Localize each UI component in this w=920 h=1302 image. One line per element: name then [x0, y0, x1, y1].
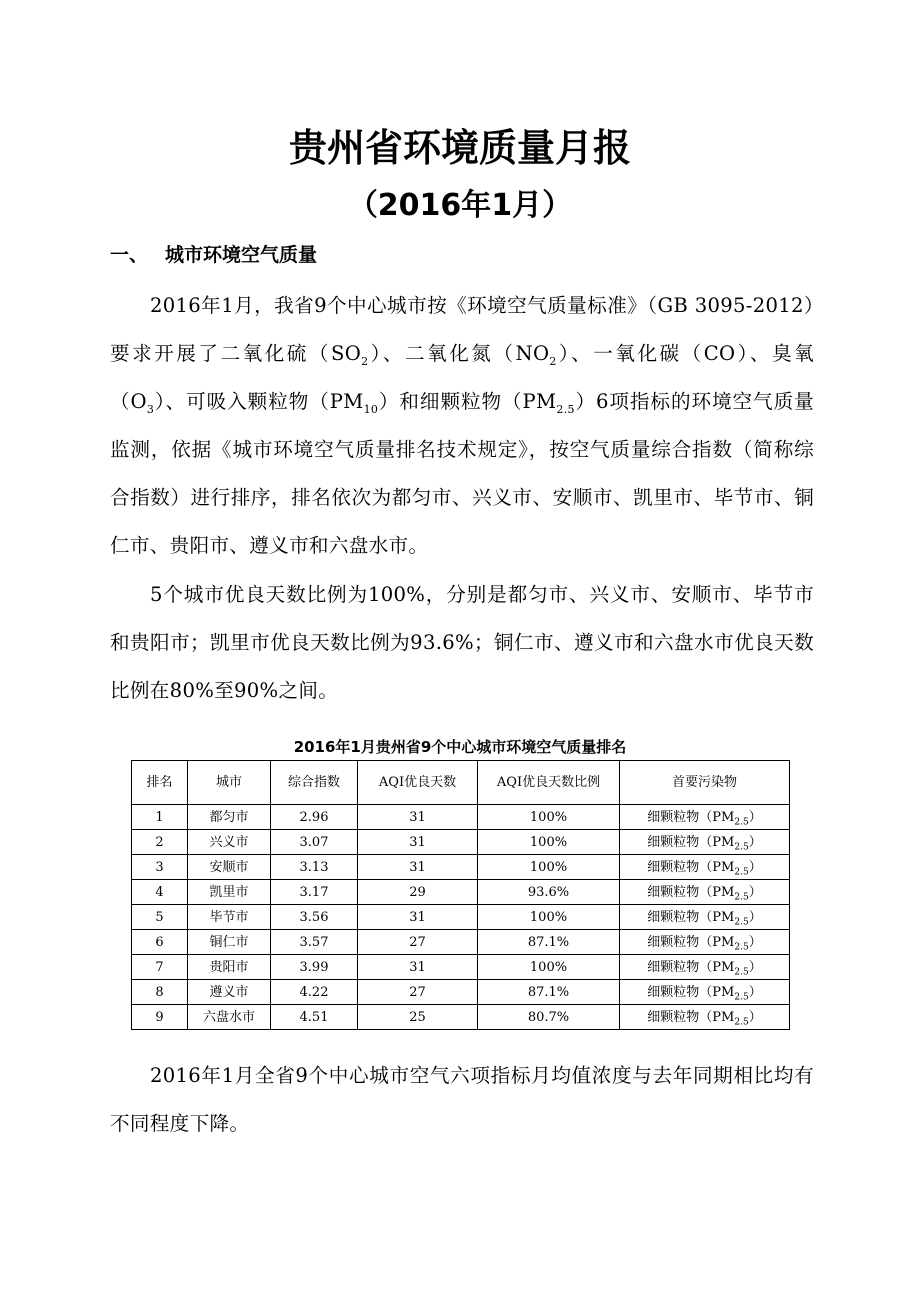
cell-index: 3.57 [271, 930, 358, 955]
cell-good-ratio: 100% [478, 855, 620, 880]
text-run: ）和细颗粒物（PM [378, 390, 557, 413]
pollutant-name: 细颗粒物（PM [647, 959, 735, 975]
pollutant-close: ） [748, 834, 762, 850]
cell-rank: 8 [132, 980, 188, 1005]
header-good-days: AQI优良天数 [358, 761, 478, 805]
table-caption: 2016年1月贵州省9个中心城市环境空气质量排名 [293, 738, 627, 756]
pollutant-name: 细颗粒物（PM [647, 1009, 735, 1025]
cell-index: 3.13 [271, 855, 358, 880]
pollutant-name: 细颗粒物（PM [647, 834, 735, 850]
text-run: ）、二氧化氮（NO [368, 342, 550, 365]
cell-rank: 1 [132, 805, 188, 830]
pollutant-subscript: 2.5 [734, 942, 749, 953]
section-number: 一、 [110, 244, 149, 266]
cell-index: 3.56 [271, 905, 358, 930]
cell-pollutant [620, 980, 790, 1005]
cell-rank: 6 [132, 930, 188, 955]
section-title: 城市环境空气质量 [165, 244, 318, 266]
cell-good-ratio: 93.6% [478, 880, 620, 905]
cell-index: 2.96 [271, 805, 358, 830]
table-body [132, 805, 790, 1030]
cell-city: 铜仁市 [188, 930, 271, 955]
pollutant-subscript: 2.5 [734, 1017, 749, 1028]
section-heading [110, 240, 317, 270]
subscript: 2 [361, 354, 369, 368]
subscript: 2.5 [556, 402, 575, 416]
table-row [132, 880, 790, 905]
document-title: 贵州省环境质量月报 [288, 126, 631, 170]
pollutant-close: ） [748, 934, 762, 950]
pollutant-subscript: 2.5 [734, 867, 749, 878]
pollutant-close: ） [748, 959, 762, 975]
cell-rank: 9 [132, 1005, 188, 1030]
cell-pollutant [620, 805, 790, 830]
table-row [132, 1005, 790, 1030]
cell-good-ratio: 80.7% [478, 1005, 620, 1030]
cell-index: 3.07 [271, 830, 358, 855]
cell-city: 安顺市 [188, 855, 271, 880]
text-run: ）6项指标的环境空气质量监测，依据《城市环境空气质量排名技术规定》，按空气质量综合指数（简称综合指数）进行排序，排名依次为都匀市、兴义市、安顺市、凯里市、毕节市、铜仁市、贵阳市、遵义市和六盘水市。 [110, 390, 814, 557]
pollutant-name: 细颗粒物（PM [647, 909, 735, 925]
cell-pollutant [620, 955, 790, 980]
pollutant-close: ） [748, 809, 762, 825]
cell-pollutant [620, 855, 790, 880]
table-row [132, 905, 790, 930]
paragraph-monitoring [110, 282, 814, 570]
pollutant-close: ） [748, 1009, 762, 1025]
table-row [132, 805, 790, 830]
pollutant-close: ） [748, 984, 762, 1000]
pollutant-subscript: 2.5 [734, 992, 749, 1003]
document-subtitle: （2016年1月） [347, 188, 573, 223]
header-good-ratio: AQI优良天数比例 [478, 761, 620, 805]
cell-rank: 2 [132, 830, 188, 855]
cell-good-ratio: 87.1% [478, 980, 620, 1005]
table-header-row [132, 761, 790, 805]
cell-good-days: 31 [358, 855, 478, 880]
cell-good-ratio: 100% [478, 955, 620, 980]
cell-rank: 7 [132, 955, 188, 980]
cell-pollutant [620, 1005, 790, 1030]
header-pollutant: 首要污染物 [620, 761, 790, 805]
paragraph-good-days: 5个城市优良天数比例为100%，分别是都匀市、兴义市、安顺市、毕节市和贵阳市；凯里市优良天数比例为93.6%；铜仁市、遵义市和六盘水市优良天数比例在80%至90%之间。 [110, 583, 814, 702]
cell-rank: 3 [132, 855, 188, 880]
header-rank: 排名 [132, 761, 188, 805]
cell-city: 遵义市 [188, 980, 271, 1005]
header-index: 综合指数 [271, 761, 358, 805]
cell-good-ratio: 100% [478, 905, 620, 930]
cell-rank: 4 [132, 880, 188, 905]
cell-good-ratio: 87.1% [478, 930, 620, 955]
cell-good-days: 27 [358, 980, 478, 1005]
cell-good-days: 27 [358, 930, 478, 955]
text-run: 2016年1月，我省9个中心城市按《环境空气质量标准》（GB 3095-2012）要求开展了二氧化硫（SO [110, 294, 814, 365]
cell-rank: 5 [132, 905, 188, 930]
cell-pollutant [620, 880, 790, 905]
table-row [132, 980, 790, 1005]
cell-good-days: 31 [358, 905, 478, 930]
cell-city: 毕节市 [188, 905, 271, 930]
table-row [132, 930, 790, 955]
table-row [132, 955, 790, 980]
cell-city: 兴义市 [188, 830, 271, 855]
subscript: 10 [363, 402, 379, 416]
cell-pollutant [620, 930, 790, 955]
cell-index: 3.17 [271, 880, 358, 905]
cell-city: 贵阳市 [188, 955, 271, 980]
cell-good-days: 29 [358, 880, 478, 905]
cell-index: 3.99 [271, 955, 358, 980]
cell-index: 4.22 [271, 980, 358, 1005]
pollutant-close: ） [748, 859, 762, 875]
cell-good-days: 31 [358, 830, 478, 855]
cell-index: 4.51 [271, 1005, 358, 1030]
pollutant-name: 细颗粒物（PM [647, 859, 735, 875]
pollutant-subscript: 2.5 [734, 917, 749, 928]
cell-good-days: 31 [358, 955, 478, 980]
pollutant-close: ） [748, 909, 762, 925]
paragraph-concentration: 2016年1月全省9个中心城市空气六项指标月均值浓度与去年同期相比均有不同程度下降。 [110, 1064, 814, 1135]
pollutant-subscript: 2.5 [734, 967, 749, 978]
cell-city: 六盘水市 [188, 1005, 271, 1030]
cell-pollutant [620, 905, 790, 930]
cell-pollutant [620, 830, 790, 855]
pollutant-close: ） [748, 884, 762, 900]
cell-city: 凯里市 [188, 880, 271, 905]
pollutant-name: 细颗粒物（PM [647, 984, 735, 1000]
table-row [132, 855, 790, 880]
cell-good-ratio: 100% [478, 830, 620, 855]
pollutant-name: 细颗粒物（PM [647, 809, 735, 825]
pollutant-subscript: 2.5 [734, 892, 749, 903]
header-city: 城市 [188, 761, 271, 805]
subscript: 3 [146, 402, 155, 416]
pollutant-subscript: 2.5 [734, 817, 749, 828]
pollutant-subscript: 2.5 [734, 842, 749, 853]
pollutant-name: 细颗粒物（PM [647, 884, 735, 900]
cell-city: 都匀市 [188, 805, 271, 830]
subscript: 2 [549, 354, 557, 368]
table-row [132, 830, 790, 855]
ranking-table [131, 760, 790, 1030]
pollutant-name: 细颗粒物（PM [647, 934, 735, 950]
cell-good-days: 31 [358, 805, 478, 830]
text-run: ）、一氧化碳（CO）、臭氧（O [110, 342, 815, 413]
cell-good-ratio: 100% [478, 805, 620, 830]
text-run: ）、可吸入颗粒物（PM [154, 390, 364, 413]
cell-good-days: 25 [358, 1005, 478, 1030]
